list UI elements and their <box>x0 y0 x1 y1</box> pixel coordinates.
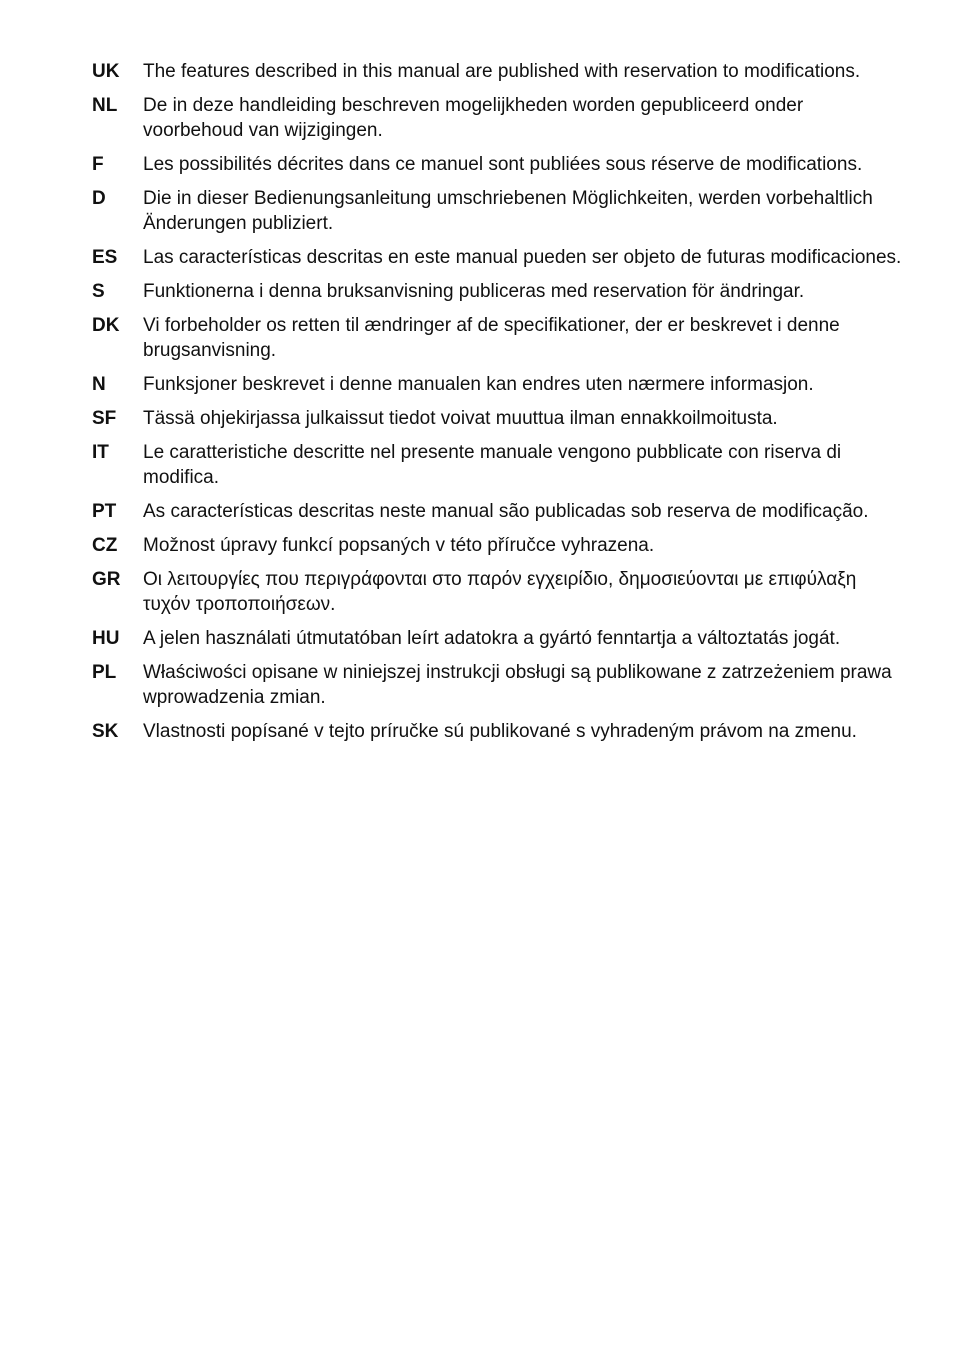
disclaimer-entry-uk <box>92 59 902 84</box>
disclaimer-entry-d <box>92 186 902 236</box>
language-code: IT <box>92 442 109 463</box>
disclaimer-text: Funksjoner beskrevet i denne manualen kan endres uten nærmere informasjon. <box>143 374 814 395</box>
disclaimer-text: The features described in this manual are published with reservation to modifications. <box>143 61 861 82</box>
disclaimer-text: De in deze handleiding beschreven mogelijkheden worden gepubliceerd onder voorbehoud van wijzigingen. <box>143 95 804 141</box>
disclaimer-text: Las características descritas en este manual pueden ser objeto de futuras modificaciones. <box>143 247 902 268</box>
disclaimer-entry-it <box>92 440 902 490</box>
language-code: S <box>92 281 105 302</box>
language-code: DK <box>92 315 120 336</box>
disclaimer-text: Funktionerna i denna bruksanvisning publiceras med reservation för ändringar. <box>143 281 805 302</box>
disclaimer-text: Tässä ohjekirjassa julkaissut tiedot voivat muuttua ilman ennakkoilmoitusta. <box>143 408 778 429</box>
disclaimer-entry-dk <box>92 313 902 363</box>
disclaimer-text: Les possibilités décrites dans ce manuel sont publiées sous réserve de modifications. <box>143 154 863 175</box>
disclaimer-entry-f <box>92 152 902 177</box>
disclaimer-text: Οι λειτουργίες που περιγράφονται στο παρόν εγχειρίδιο, δημοσιεύονται με επιφύλαξη τυχόν τροποποιήσεων. <box>143 569 857 615</box>
disclaimer-entry-sf <box>92 406 902 431</box>
language-code: NL <box>92 95 118 116</box>
disclaimer-text: A jelen használati útmutatóban leírt adatokra a gyártó fenntartja a változtatás jogát. <box>143 628 841 649</box>
disclaimer-text: Možnost úpravy funkcí popsaných v této příručce vyhrazena. <box>143 535 655 556</box>
disclaimer-entry-nl <box>92 93 902 143</box>
disclaimer-text: Vlastnosti popísané v tejto príručke sú publikované s vyhradeným právom na zmenu. <box>143 721 857 742</box>
disclaimer-text: Właściwości opisane w niniejszej instrukcji obsługi są publikowane z zatrzeżeniem prawa wprowadzenia zmian. <box>143 662 892 708</box>
language-code: N <box>92 374 106 395</box>
language-code: ES <box>92 247 118 268</box>
disclaimer-entry-pt <box>92 499 902 524</box>
language-code: UK <box>92 61 120 82</box>
language-code: HU <box>92 628 120 649</box>
disclaimer-entry-gr <box>92 567 902 617</box>
disclaimer-entry-cz <box>92 533 902 558</box>
disclaimer-text: Le caratteristiche descritte nel presente manuale vengono pubblicate con riserva di modifica. <box>143 442 842 488</box>
language-code: F <box>92 154 104 175</box>
language-code: GR <box>92 569 121 590</box>
language-code: PT <box>92 501 117 522</box>
language-code: CZ <box>92 535 118 556</box>
disclaimer-list <box>92 59 902 753</box>
language-code: SK <box>92 721 119 742</box>
disclaimer-text: Vi forbeholder os retten til ændringer af de specifikationer, der er beskrevet i denne brugsanvisning. <box>143 315 840 361</box>
disclaimer-entry-sk <box>92 719 902 744</box>
disclaimer-entry-es <box>92 245 902 270</box>
disclaimer-entry-hu <box>92 626 902 651</box>
language-code: D <box>92 188 106 209</box>
language-code: SF <box>92 408 117 429</box>
disclaimer-entry-s <box>92 279 902 304</box>
disclaimer-text: As características descritas neste manual são publicadas sob reserva de modificação. <box>143 501 869 522</box>
disclaimer-text: Die in dieser Bedienungsanleitung umschriebenen Möglichkeiten, werden vorbehaltlich Änderungen publiziert. <box>143 188 873 234</box>
disclaimer-entry-pl <box>92 660 902 710</box>
language-code: PL <box>92 662 117 683</box>
disclaimer-entry-n <box>92 372 902 397</box>
